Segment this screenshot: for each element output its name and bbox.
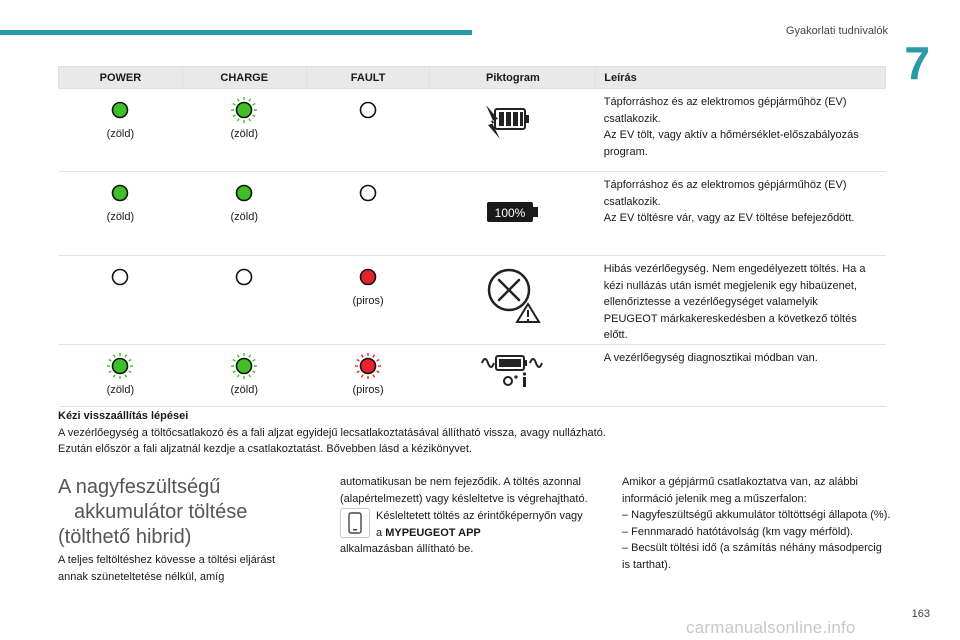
app-name: MYPEUGEOT APP [385, 526, 481, 539]
section-heading [58, 475, 298, 550]
list-item: – Nagyfeszültségű akkumulátor töltöttségi állapota (%). [622, 509, 891, 521]
reset-text [58, 425, 898, 457]
reset-line: A vezérlőegység a töltőcsatlakozó és a fali aljzat egyidejű lecsatlakoztatásával állítható vissza, avagy nullázható. [58, 427, 606, 439]
delayed-charge-row [340, 508, 590, 541]
col-header-description: Leírás [596, 67, 886, 89]
description-line: Az EV töltésre vár, vagy az EV töltése befejeződött. [603, 212, 855, 224]
section-heading-line: akkumulátor töltése [74, 501, 248, 523]
table-row [59, 172, 886, 256]
power-lamp-icon [59, 353, 183, 379]
battery-full-icon [430, 180, 596, 224]
table-row [59, 89, 886, 172]
fault-warning-icon [430, 264, 596, 326]
description-line: Az EV tölt, vagy aktív a hőmérséklet-előszabályozás program. [603, 129, 859, 158]
col-header-fault: FAULT [306, 67, 430, 89]
fault-lamp-icon [306, 264, 430, 290]
fault-lamp-label: (piros) [352, 295, 384, 307]
col2-delayed-text-end: alkalmazásban állítható be. [340, 543, 474, 555]
list-item: – Fennmaradó hatótávolság (km vagy mérföld). [622, 525, 854, 538]
charge-lamp-label: (zöld) [230, 128, 258, 140]
charge-lamp-label: (zöld) [230, 211, 258, 223]
col-header-power: POWER [59, 67, 183, 89]
column-3-text [622, 474, 892, 573]
table-header-row [59, 67, 886, 89]
charge-lamp-label: (zöld) [230, 383, 258, 396]
col2-delayed-text [376, 508, 590, 541]
charge-lamp-icon [182, 264, 306, 290]
table-row [59, 256, 886, 345]
description-line: A vezérlőegység diagnosztikai módban van. [603, 351, 818, 364]
description-line: Tápforráshoz és az elektromos gépjárműhöz (EV) csatlakozik. [603, 179, 847, 208]
col-header-pictogram: Piktogram [430, 67, 596, 89]
list-item: – Becsült töltési idő (a számítás néhány másodpercig is tarthat). [622, 542, 882, 571]
reset-line: Ezután először a fali aljzatnál kezdje a csatlakoztatást. Bővebben lásd a kézikönyvet. [58, 443, 472, 455]
header-accent-bar [0, 30, 472, 35]
col2-paragraph: automatikusan be nem fejeződik. A töltés azonnal (alapértelmezett) vagy késleltetve is végrehajtható. [340, 476, 588, 505]
power-lamp-icon [59, 97, 183, 123]
watermark: carmanualsonline.info [686, 618, 856, 637]
column-2-text [340, 474, 590, 558]
charge-lamp-icon [182, 180, 306, 206]
chapter-number: 7 [904, 37, 930, 89]
power-lamp-label: (zöld) [106, 211, 135, 223]
column-1-text: A teljes feltöltéshez kövesse a töltési eljárást annak szüneteltetése nélkül, amíg [58, 554, 276, 583]
fault-lamp-icon [306, 180, 430, 206]
power-lamp-label: (zöld) [106, 128, 135, 140]
charge-lamp-icon [182, 97, 306, 123]
fault-lamp-label: (piros) [352, 383, 384, 396]
col2-text-part: Késleltetett töltés az érintőképernyőn vagy a [376, 510, 583, 539]
charge-lamp-icon [182, 353, 306, 379]
power-lamp-label: (zöld) [106, 383, 135, 396]
charging-battery-icon [430, 97, 596, 147]
power-lamp-icon [59, 264, 183, 290]
description-line: Hibás vezérlőegység. Nem engedélyezett töltés. Ha a kézi nullázás után ismét megjelenik egy hibaüzenet, ellenőriztesse a vezérlőegységet valamelyik PEUGEOT márkakereskedésben a következő töltés előtt. [603, 263, 866, 341]
diagnostic-mode-icon [430, 353, 596, 389]
power-lamp-icon [59, 180, 183, 206]
smartphone-icon [340, 508, 370, 538]
battery-percent-text: 100% [494, 206, 526, 220]
fault-lamp-icon [306, 97, 430, 123]
description-line: Tápforráshoz és az elektromos gépjárműhöz (EV) csatlakozik. [603, 96, 847, 125]
reset-title: Kézi visszaállítás lépései [58, 410, 189, 422]
section-heading-line: (tölthető hibrid) [58, 526, 192, 548]
col3-intro: Amikor a gépjármű csatlakoztatva van, az alábbi információ jelenik meg a műszerfalon: [622, 476, 859, 505]
table-row [59, 344, 886, 406]
section-heading-line: A nagyfeszültségű [58, 476, 221, 498]
page-number: 163 [911, 608, 930, 620]
col-header-charge: CHARGE [182, 67, 306, 89]
section-title: Gyakorlati tudnivalók [785, 25, 888, 37]
fault-lamp-icon [306, 353, 430, 379]
led-status-table [58, 66, 886, 407]
